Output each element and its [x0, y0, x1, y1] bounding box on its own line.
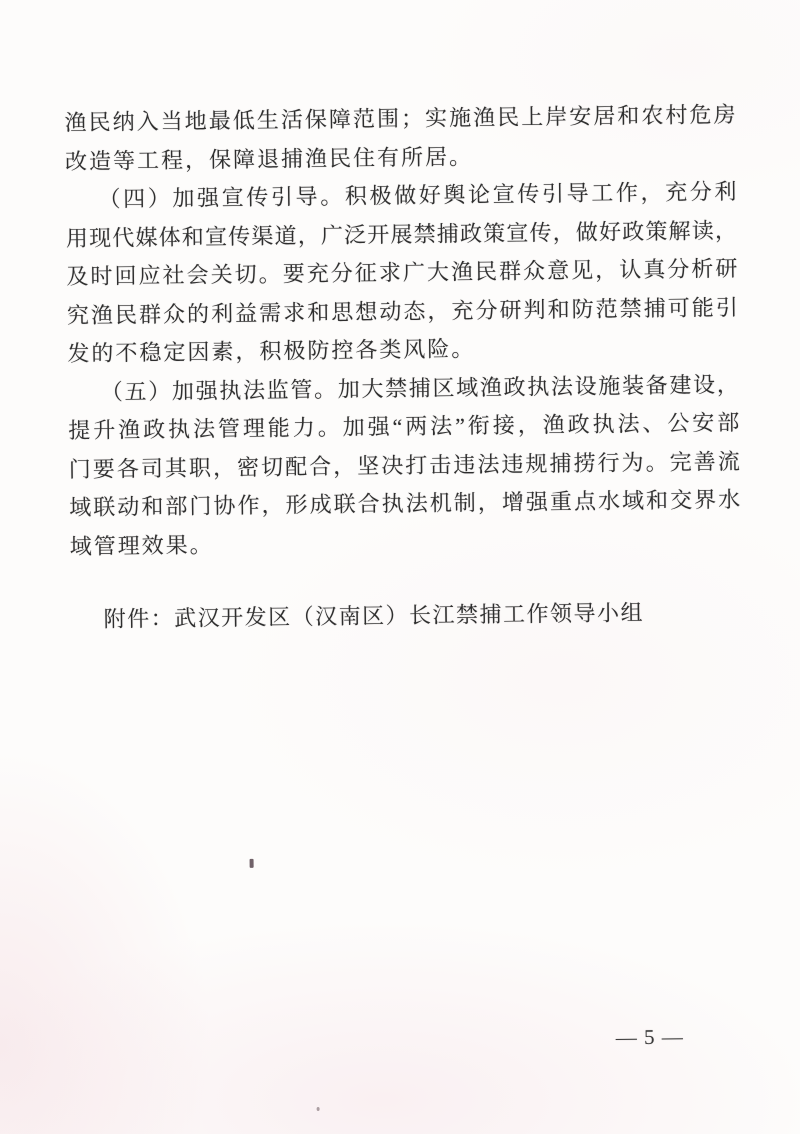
paragraphs-container — [64, 96, 742, 566]
text-line: 门要各司其职，密切配合，坚决打击违法违规捕捞行为。完善流 — [68, 448, 741, 482]
document-body — [64, 96, 742, 640]
text-line: （五）加强执法监管。加大禁捕区域渔政执法设施装备建设， — [100, 371, 740, 405]
text-line: 改造等工程，保障退捕渔民住有所居。 — [64, 143, 474, 174]
scan-speck — [317, 1107, 320, 1111]
page-number: — 5 — — [615, 1024, 684, 1050]
scan-speck — [250, 859, 254, 868]
text-line: 发的不稳定因素，积极防控各类风险。 — [67, 336, 476, 367]
text-line: 提升渔政执法管理能力。加强“两法”衔接，渔政执法、公安部 — [68, 409, 741, 444]
text-line: 用现代媒体和宣传渠道，广泛开展禁捕政策宣传，做好政策解读， — [65, 217, 739, 251]
text-line: 域管理效果。 — [69, 531, 214, 559]
text-line: 及时回应社会关切。要充分征求广大渔民群众意见，认真分析研 — [66, 255, 739, 290]
text-line: （四）加强宣传引导。积极做好舆论宣传引导工作，充分利 — [98, 178, 738, 212]
text-line: 渔民纳入当地最低生活保障范围；实施渔民上岸安居和农村危房 — [64, 101, 737, 136]
text-line: 域联动和部门协作，形成联合执法机制，增强重点水域和交界水 — [69, 486, 742, 521]
attachment-line: 附件：武汉开发区（汉南区）长江禁捕工作领导小组 — [103, 600, 645, 632]
text-line: 究渔民群众的利益需求和思想动态，充分研判和防范禁捕可能引 — [66, 294, 739, 328]
